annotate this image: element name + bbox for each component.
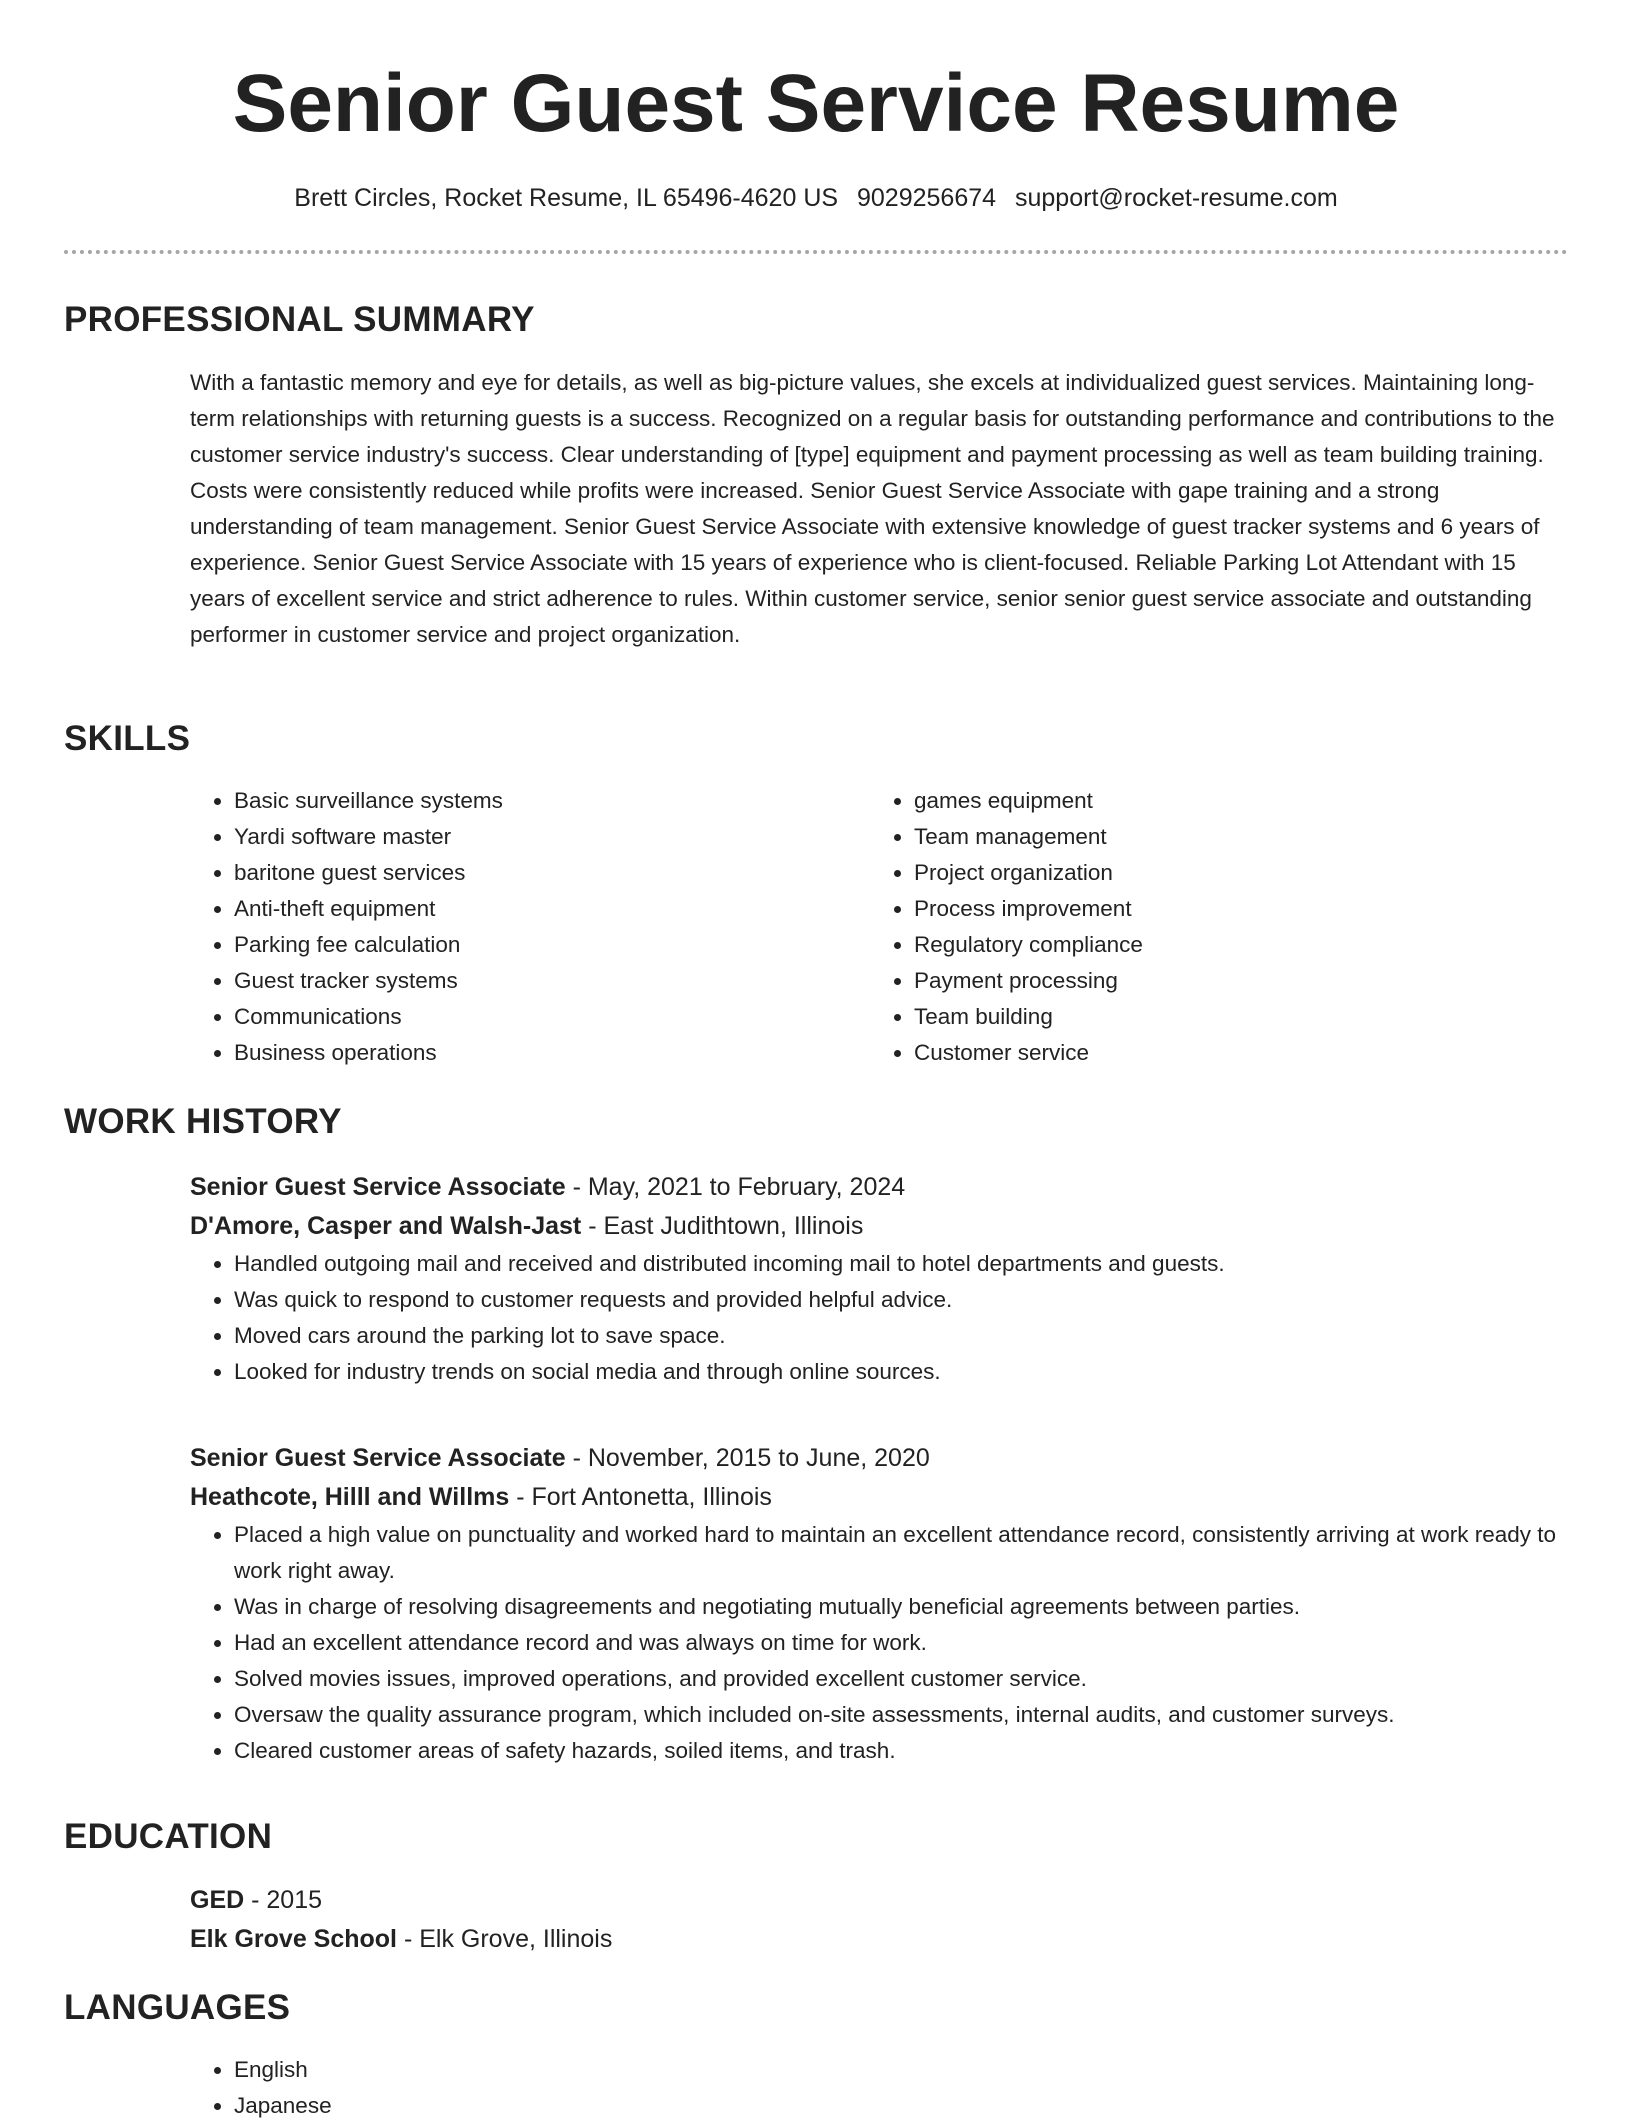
skills-column-left bbox=[190, 783, 830, 1071]
education-school-line bbox=[190, 1920, 1568, 1959]
summary-heading: PROFESSIONAL SUMMARY bbox=[64, 300, 535, 339]
languages-list bbox=[190, 2052, 1568, 2124]
list-item: • Payment processing bbox=[914, 963, 1510, 999]
header-divider bbox=[64, 250, 1568, 254]
list-item: • Communications bbox=[234, 999, 830, 1035]
list-item: • Guest tracker systems bbox=[234, 963, 830, 999]
job-location: - Fort Antonetta, Illinois bbox=[509, 1483, 772, 1511]
job-location: - East Judithtown, Illinois bbox=[581, 1212, 864, 1240]
job-company-line bbox=[190, 1207, 1568, 1246]
list-item: • Cleared customer areas of safety hazards, soiled items, and trash. bbox=[234, 1733, 1568, 1769]
summary-text: With a fantastic memory and eye for details, as well as big-picture values, she excels at individualized guest services. Maintaining long-term relationships with returning guests is a success. Recognized on a regular basis for outstanding performance and contributions to the customer service industry's success. Clear understanding of [type] equipment and payment processing as well as team building training. Costs were consistently reduced while profits were increased. Senior Guest Service Associate with gape training and a strong understanding of team management. Senior Guest Service Associate with extensive knowledge of guest tracker systems and 6 years of experience. Senior Guest Service Associate with 15 years of experience who is client-focused. Reliable Parking Lot Attendant with 15 years of excellent service and strict adherence to rules. Within customer service, senior senior guest service associate and outstanding performer in customer service and project organization. bbox=[190, 370, 1555, 647]
contact-phone: 9029256674 bbox=[857, 184, 997, 212]
list-item: • Team building bbox=[914, 999, 1510, 1035]
job-title: Senior Guest Service Associate bbox=[190, 1173, 566, 1201]
skills-list-right bbox=[870, 783, 1510, 1071]
work-heading: WORK HISTORY bbox=[64, 1102, 342, 1141]
skills-column-right bbox=[870, 783, 1510, 1071]
page-title: Senior Guest Service Resume bbox=[232, 58, 1400, 149]
list-item: • Placed a high value on punctuality and worked hard to maintain an excellent attendance record, consistently arriving at work ready to work right away. bbox=[234, 1517, 1568, 1589]
skills-section bbox=[190, 783, 1568, 1073]
education-entry bbox=[190, 1881, 1568, 1959]
job-title-line bbox=[190, 1168, 1568, 1207]
list-item: • Oversaw the quality assurance program, which included on-site assessments, internal audits, and customer surveys. bbox=[234, 1697, 1568, 1733]
list-item: • Project organization bbox=[914, 855, 1510, 891]
contact-line bbox=[64, 180, 1568, 216]
list-item: • Was in charge of resolving disagreements and negotiating mutually beneficial agreements between parties. bbox=[234, 1589, 1568, 1625]
list-item: • Parking fee calculation bbox=[234, 927, 830, 963]
job-bullets bbox=[190, 1246, 1568, 1390]
list-item: • English bbox=[234, 2052, 1568, 2088]
job-title: Senior Guest Service Associate bbox=[190, 1444, 566, 1472]
job-dates: - May, 2021 to February, 2024 bbox=[565, 1173, 906, 1201]
contact-address: Brett Circles, Rocket Resume, IL 65496-4620 US bbox=[294, 184, 839, 212]
job-company: D'Amore, Casper and Walsh-Jast bbox=[190, 1212, 582, 1240]
list-item: • Had an excellent attendance record and was always on time for work. bbox=[234, 1625, 1568, 1661]
education-degree: GED bbox=[190, 1886, 245, 1914]
education-heading: EDUCATION bbox=[64, 1817, 273, 1856]
languages-section bbox=[190, 2052, 1568, 2124]
list-item: • Handled outgoing mail and received and distributed incoming mail to hotel departments and guests. bbox=[234, 1246, 1568, 1282]
job-dates: - November, 2015 to June, 2020 bbox=[565, 1444, 930, 1472]
list-item: • Regulatory compliance bbox=[914, 927, 1510, 963]
job-company: Heathcote, Hilll and Willms bbox=[190, 1483, 510, 1511]
list-item: • Yardi software master bbox=[234, 819, 830, 855]
contact-email: support@rocket-resume.com bbox=[1015, 184, 1338, 212]
job-title-line bbox=[190, 1439, 1568, 1478]
list-item: • Solved movies issues, improved operations, and provided excellent customer service. bbox=[234, 1661, 1568, 1697]
education-school: Elk Grove School bbox=[190, 1925, 398, 1953]
job-bullets bbox=[190, 1517, 1568, 1769]
job-entry bbox=[190, 1439, 1568, 1769]
list-item: • Team management bbox=[914, 819, 1510, 855]
skills-list-left bbox=[190, 783, 830, 1071]
summary-section bbox=[190, 365, 1568, 653]
list-item: • Looked for industry trends on social media and through online sources. bbox=[234, 1354, 1568, 1390]
education-degree-line bbox=[190, 1881, 1568, 1920]
list-item: • Moved cars around the parking lot to save space. bbox=[234, 1318, 1568, 1354]
skills-heading: SKILLS bbox=[64, 719, 191, 758]
education-year: - 2015 bbox=[244, 1886, 323, 1914]
list-item: • Anti-theft equipment bbox=[234, 891, 830, 927]
list-item: • Japanese bbox=[234, 2088, 1568, 2124]
list-item: • Business operations bbox=[234, 1035, 830, 1071]
languages-heading: LANGUAGES bbox=[64, 1988, 291, 2027]
list-item: • Process improvement bbox=[914, 891, 1510, 927]
list-item: • Basic surveillance systems bbox=[234, 783, 830, 819]
job-company-line bbox=[190, 1478, 1568, 1517]
job-entry bbox=[190, 1168, 1568, 1390]
education-location: - Elk Grove, Illinois bbox=[397, 1925, 613, 1953]
list-item: • games equipment bbox=[914, 783, 1510, 819]
list-item: • Was quick to respond to customer requests and provided helpful advice. bbox=[234, 1282, 1568, 1318]
list-item: • baritone guest services bbox=[234, 855, 830, 891]
list-item: • Customer service bbox=[914, 1035, 1510, 1071]
